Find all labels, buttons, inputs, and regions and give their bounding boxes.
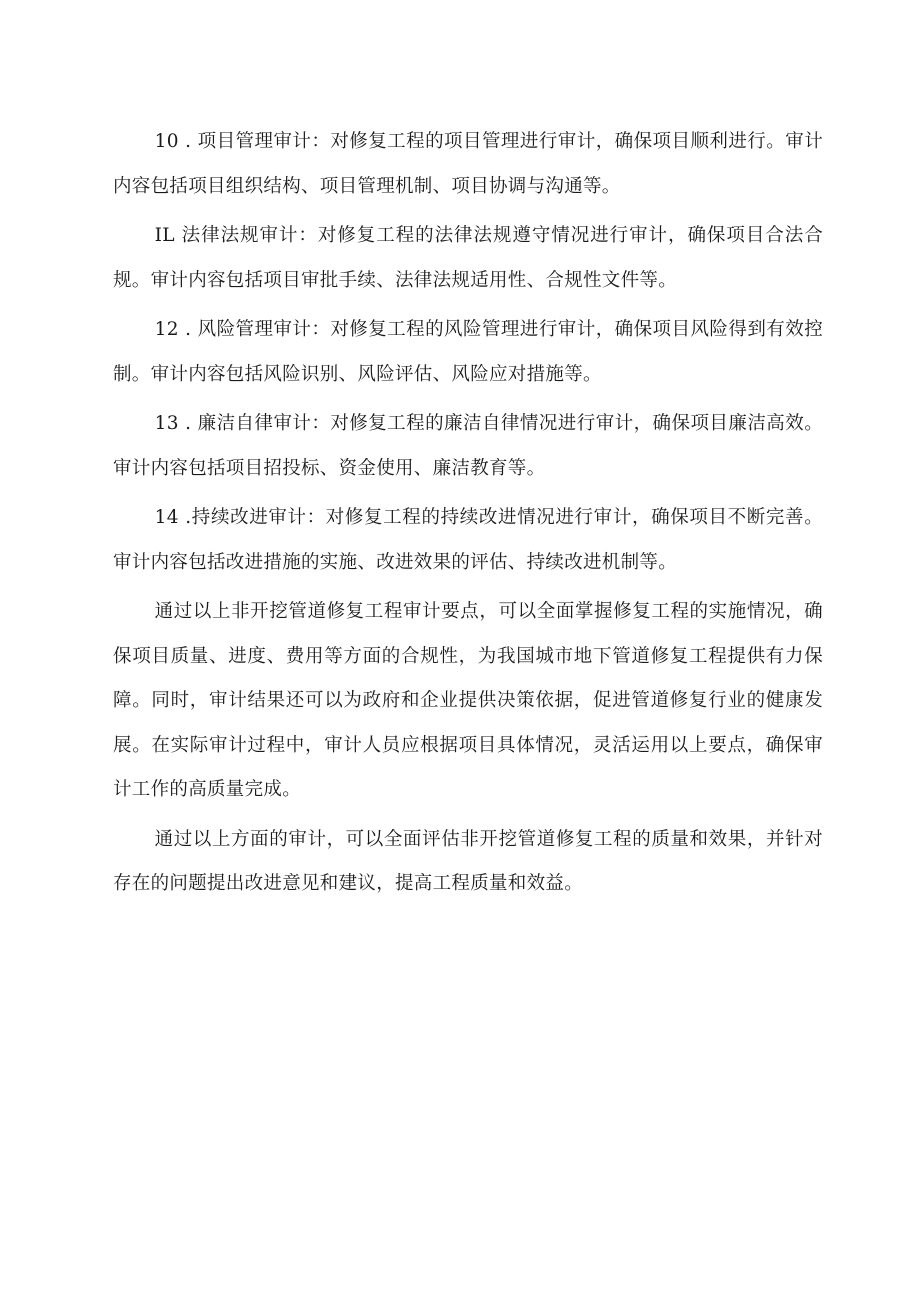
- paragraph-risk-management-audit: [113, 308, 823, 397]
- item-number: 14 .: [154, 507, 192, 528]
- paragraph-text: 通过以上方面的审计，可以全面评估非开挖管道修复工程的质量和效果，并针对存在的问题提出改进意见和建议，提高工程质量和效益。: [113, 828, 823, 894]
- item-number: 10 .: [154, 131, 198, 152]
- paragraph-continuous-improvement-audit: [113, 496, 823, 585]
- paragraph-text: 风险管理审计：对修复工程的风险管理进行审计，确保项目风险得到有效控制。审计内容包括风险识别、风险评估、风险应对措施等。: [113, 319, 823, 385]
- paragraph-text: 项目管理审计：对修复工程的项目管理进行审计，确保项目顺利进行。审计内容包括项目组织结构、项目管理机制、项目协调与沟通等。: [113, 131, 823, 197]
- paragraph-text: 法律法规审计：对修复工程的法律法规遵守情况进行审计，确保项目合法合规。审计内容包括项目审批手续、法律法规适用性、合规性文件等。: [113, 225, 823, 291]
- paragraph-text: 持续改进审计：对修复工程的持续改进情况进行审计，确保项目不断完善。审计内容包括改进措施的实施、改进效果的评估、持续改进机制等。: [113, 507, 823, 573]
- paragraph-integrity-audit: [113, 402, 823, 491]
- item-number: IL: [154, 225, 182, 246]
- item-number: 12 .: [154, 319, 198, 340]
- paragraph-legal-compliance-audit: [113, 214, 823, 303]
- paragraph-conclusion: [113, 818, 823, 907]
- document-body: [113, 120, 823, 912]
- paragraph-summary: [113, 590, 823, 813]
- paragraph-text: 通过以上非开挖管道修复工程审计要点，可以全面掌握修复工程的实施情况，确保项目质量、进度、费用等方面的合规性，为我国城市地下管道修复工程提供有力保障。同时，审计结果还可以为政府和企业提供决策依据，促进管道修复行业的健康发展。在实际审计过程中，审计人员应根据项目具体情况，灵活运用以上要点，确保审计工作的高质量完成。: [113, 601, 823, 800]
- paragraph-project-management-audit: [113, 120, 823, 209]
- item-number: 13 .: [154, 413, 198, 434]
- paragraph-text: 廉洁自律审计：对修复工程的廉洁自律情况进行审计，确保项目廉洁高效。审计内容包括项目招投标、资金使用、廉洁教育等。: [113, 413, 823, 479]
